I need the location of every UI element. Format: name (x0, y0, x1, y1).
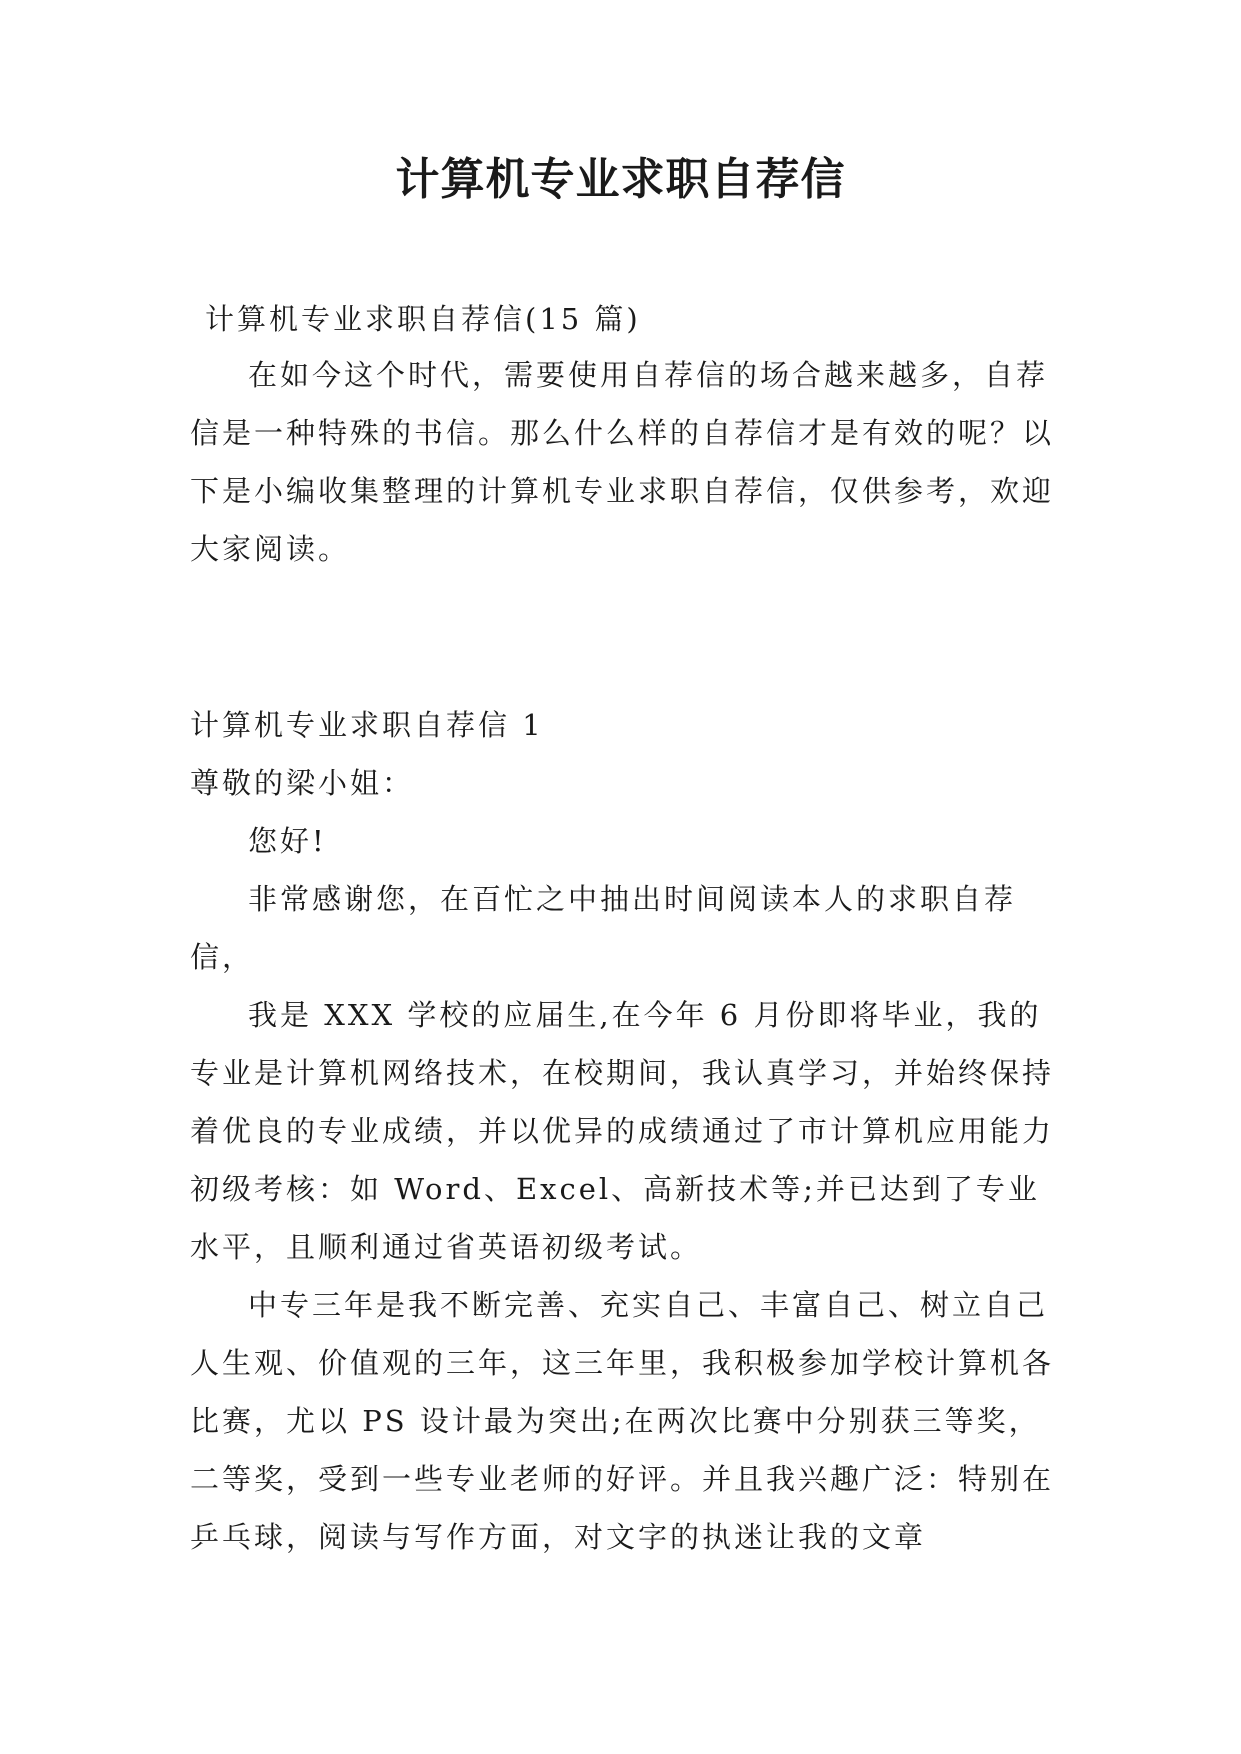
document-title: 计算机专业求职自荐信 (395, 154, 846, 205)
intro-paragraph: 在如今这个时代，需要使用自荐信的场合越来越多，自荐信是一种特殊的书信。那么什么样的自荐信才是有效的呢？以下是小编收集整理的计算机专业求职自荐信，仅供参考，欢迎大家阅读。 (190, 358, 1055, 566)
greeting-paragraph: 您好! (248, 824, 327, 858)
thanks-paragraph: 非常感谢您，在百忙之中抽出时间阅读本人的求职自荐信， (190, 882, 1017, 974)
document-subtitle: 计算机专业求职自荐信(15 篇) (205, 302, 641, 336)
education-paragraph: 我是 XXX 学校的应届生,在今年 6 月份即将毕业，我的专业是计算机网络技术，在校期间，我认真学习，并始终保持着优良的专业成绩，并以优异的成绩通过了市计算机应用能力初级考核：如 Word、Excel、高新技术等;并已达到了专业水平，且顺利通过省英语初级考试。 (190, 998, 1055, 1264)
salutation: 尊敬的梁小姐： (190, 766, 415, 800)
section-heading: 计算机专业求职自荐信 1 (190, 708, 544, 742)
letter-section (190, 696, 1060, 1566)
experience-paragraph: 中专三年是我不断完善、充实自己、丰富自己、树立自己人生观、价值观的三年，这三年里，我积极参加学校计算机各比赛，尤以 PS 设计最为突出;在两次比赛中分别获三等奖，二等奖，受到一些专业老师的好评。并且我兴趣广泛：特别在乒乓球，阅读与写作方面，对文字的执迷让我的文章 (190, 1288, 1055, 1554)
